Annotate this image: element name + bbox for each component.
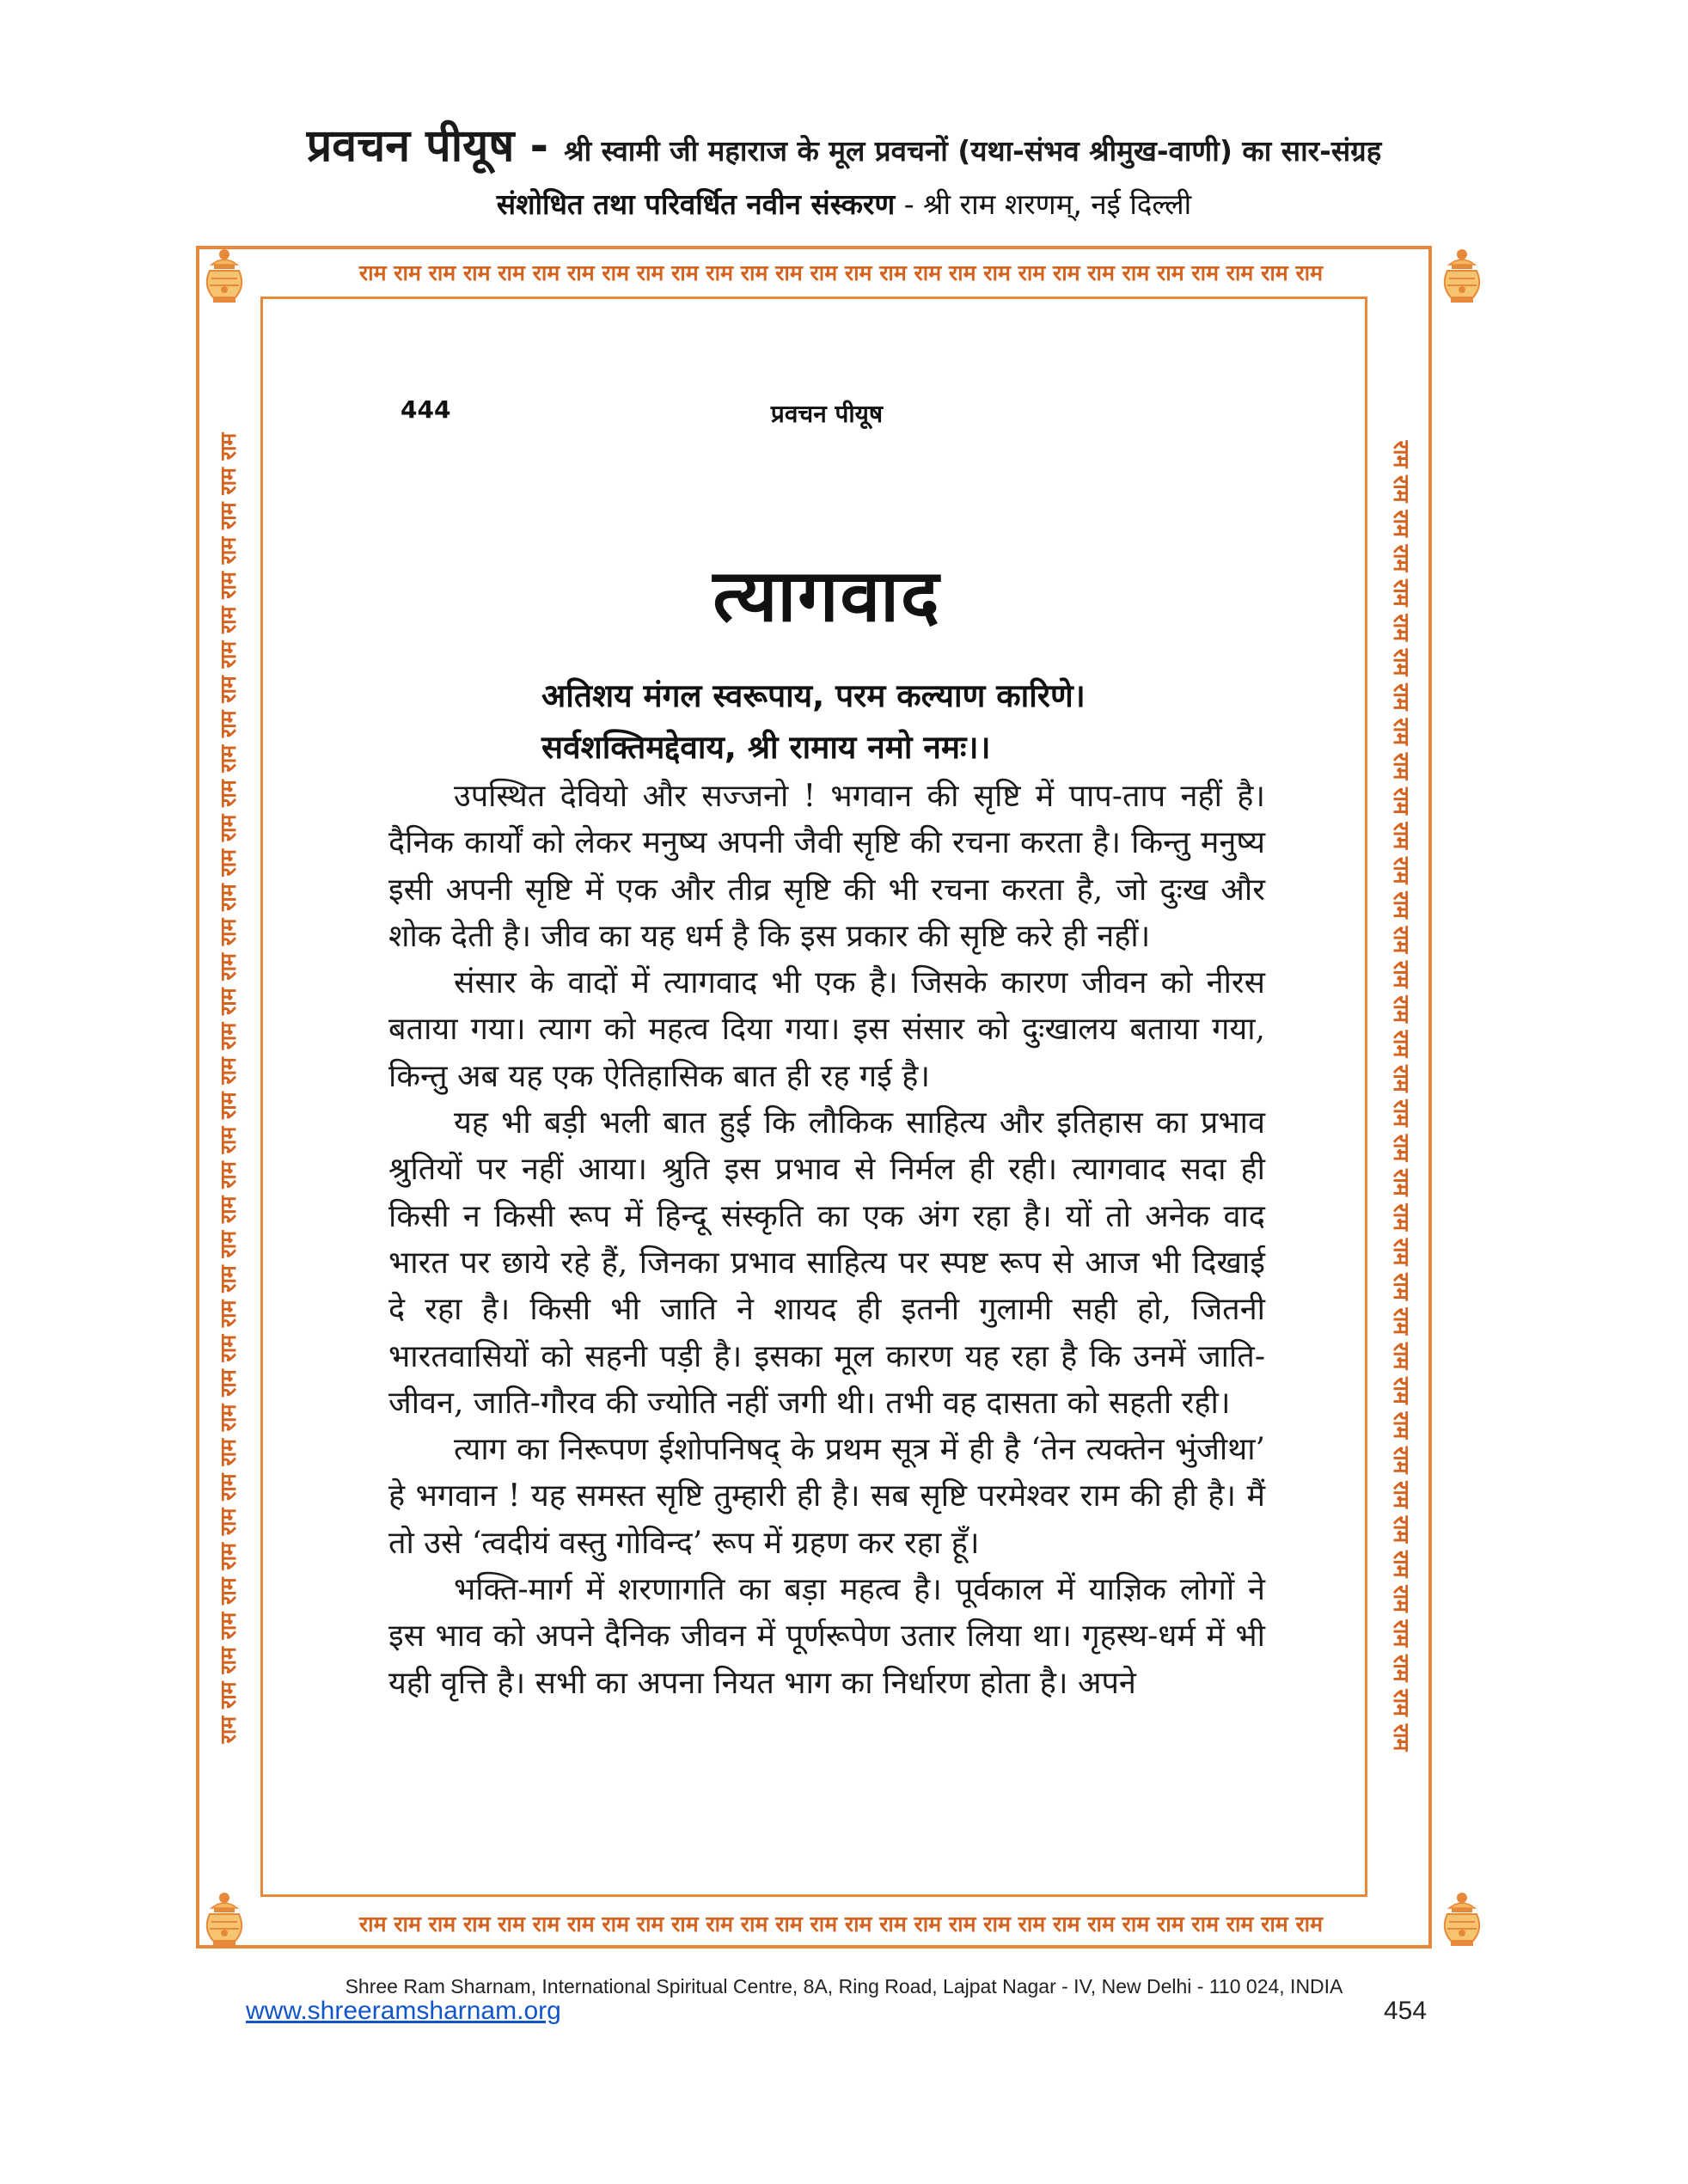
kalash-icon	[1437, 248, 1487, 304]
border-band-bottom: राम राम राम राम राम राम राम राम राम राम राम राम राम राम राम राम राम राम राम राम राम राम राम राम राम राम राम राम	[358, 1912, 1324, 1936]
border-band-right: राम राम राम राम राम राम राम राम राम राम राम राम राम राम राम राम राम राम राम राम राम राम राम राम राम राम राम राम राम राम राम राम राम राम राम राम राम राम	[1389, 440, 1414, 1752]
page-header-edition-line	[0, 184, 1688, 223]
paragraph: संसार के वादों में त्यागवाद भी एक है। जिसके कारण जीवन को नीरस बताया गया। त्याग को महत्व दिया गया। इस संसार को दुःखालय बताया गया, किन्तु अब यह एक ऐतिहासिक बात ही रह गई है।	[388, 965, 1265, 1094]
book-running-head: प्रवचन पीयूष	[770, 400, 884, 428]
paragraph: भक्ति-मार्ग में शरणागति का बड़ा महत्व है। पूर्वकाल में याज्ञिक लोगों ने इस भाव को अपने दैनिक जीवन में पूर्णरूपेण उतार लिया था। गृहस्थ-धर्म में भी यही वृत्ति है। सभी का अपना नियत भाग का निर्धारण होता है। अपने	[388, 1572, 1265, 1701]
footer-page-number: 454	[1384, 1997, 1428, 2025]
header-separator: -	[514, 120, 565, 172]
book-page-number: 444	[401, 395, 451, 424]
paragraph: यह भी बड़ी भली बात हुई कि लौकिक साहित्य और इतिहास का प्रभाव श्रुतियों पर नहीं आया। श्रुति इस प्रभाव से निर्मल ही रही। त्यागवाद सदा ही किसी न किसी रूप में हिन्दू संस्कृति का एक अंग रहा है। यों तो अनेक वाद भारत पर छाये रहे हैं, जिनका प्रभाव साहित्य पर स्पष्ट रूप से आज भी दिखाई दे रहा है। किसी भी जाति ने शायद ही इतनी गुलामी सही हो, जितनी भारतवासियों को सहनी पड़ी है। इसका मूल कारण यह रहा है कि उनमें जाति-जीवन, जाति-गौरव की ज्योति नहीं जगी थी। तभी वह दासता को सहती रही।	[388, 1105, 1265, 1421]
paragraph: त्याग का निरूपण ईशोपनिषद् के प्रथम सूत्र में ही है ‘तेन त्यक्तेन भुंजीथा’ हे भगवान ! यह समस्त सृष्टि तुम्हारी ही है। सब सृष्टि परमेश्वर राम की ही है। मैं तो उसे ‘त्वदीयं वस्तु गोविन्द’ रूप में ग्रहण कर रहा हूँ।	[388, 1432, 1265, 1561]
header-edition-rest: - श्री राम शरणम्, नई दिल्ली	[895, 187, 1192, 221]
header-subtitle: श्री स्वामी जी महाराज के मूल प्रवचनों (यथा-संभव श्रीमुख-वाणी) का सार-संग्रह	[564, 134, 1382, 168]
kalash-icon	[199, 248, 249, 304]
header-edition-bold: संशोधित तथा परिवर्धित नवीन संस्करण	[496, 187, 896, 221]
paragraph: उपस्थित देवियो और सज्जनो ! भगवान की सृष्टि में पाप-ताप नहीं है। दैनिक कार्यों को लेकर मनुष्य अपनी जैवी सृष्टि की रचना करता है। किन्तु मनुष्य इसी अपनी सृष्टि में एक और तीव्र सृष्टि की भी रचना करता है, जो दुःख और शोक देती है। जीव का यह धर्म है कि इस प्रकार की सृष्टि करे ही नहीं।	[388, 779, 1265, 954]
invocation-verse-line-2: सर्वशक्तिमद्देवाय, श्री रामाय नमो नमः।।	[541, 729, 991, 766]
body-text	[388, 774, 1265, 1707]
border-band-left: राम राम राम राम राम राम राम राम राम राम राम राम राम राम राम राम राम राम राम राम राम राम राम राम राम राम राम राम राम राम राम राम राम राम राम राम राम राम	[216, 432, 241, 1744]
border-band-top: राम राम राम राम राम राम राम राम राम राम राम राम राम राम राम राम राम राम राम राम राम राम राम राम राम राम राम राम	[358, 260, 1324, 285]
kalash-icon	[1437, 1891, 1487, 1948]
chapter-title: त्यागवाद	[713, 554, 941, 638]
website-link[interactable]: www.shreeramsharnam.org	[246, 1997, 561, 2025]
page-header-title-line	[0, 113, 1688, 174]
scanned-book-page	[266, 303, 1361, 1891]
invocation-verse-line-1: अतिशय मंगल स्वरूपाय, परम कल्याण कारिणे।	[541, 677, 1086, 714]
footer-address: Shree Ram Sharnam, International Spiritual Centre, 8A, Ring Road, Lajpat Nagar - IV, New Delhi - 110 024, INDIA	[345, 1975, 1343, 1997]
header-title: प्रवचन पीयूष	[306, 120, 515, 172]
kalash-icon	[199, 1891, 249, 1948]
